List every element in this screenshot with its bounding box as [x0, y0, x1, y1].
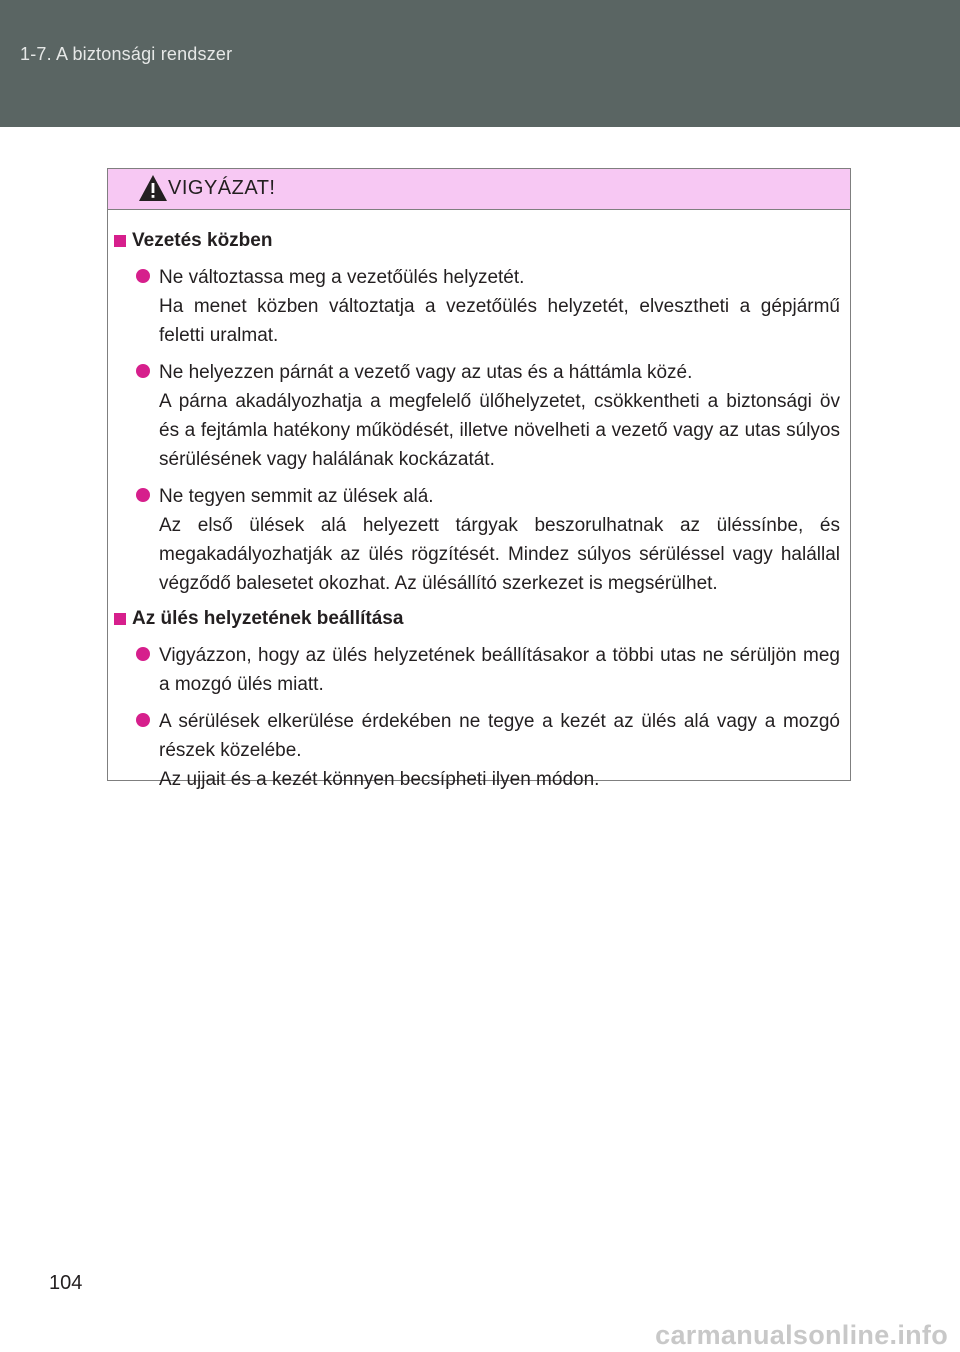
warning-header	[108, 169, 850, 210]
item-lead: Vigyázzon, hogy az ülés helyzetének beállításakor a többi utas ne sérüljön meg a mozgó ülés miatt.	[159, 645, 840, 695]
warning-body	[108, 210, 850, 794]
list-item	[136, 482, 840, 598]
item-lead: A sérülések elkerülése érdekében ne tegye a kezét az ülés alá vagy a mozgó részek közelébe.	[159, 711, 840, 761]
square-bullet-icon	[114, 235, 126, 247]
warning-title: VIGYÁZAT!	[168, 177, 276, 199]
item-detail: Az ujjait és a kezét könnyen becsípheti ilyen módon.	[159, 769, 600, 790]
list-item	[136, 263, 840, 350]
item-detail: A párna akadályozhatja a megfelelő ülőhelyzetet, csökkentheti a biztonsági öv és a fejtámla hatékony működését, illetve növelheti a vezető vagy az utas súlyos sérülésének vagy halálának kockázatát.	[159, 391, 840, 470]
page-header	[0, 0, 960, 127]
item-lead: Ne változtassa meg a vezetőülés helyzetét.	[159, 267, 525, 288]
circle-bullet-icon	[136, 269, 150, 283]
list-item	[136, 358, 840, 474]
circle-bullet-icon	[136, 713, 150, 727]
list-item	[136, 641, 840, 699]
watermark: carmanualsonline.info	[655, 1320, 948, 1350]
circle-bullet-icon	[136, 488, 150, 502]
item-lead: Ne tegyen semmit az ülések alá.	[159, 486, 434, 507]
section-title: 1-7. A biztonsági rendszer	[20, 44, 233, 64]
item-detail: Ha menet közben változtatja a vezetőülés helyzetét, elvesztheti a gépjármű feletti uralmat.	[159, 296, 840, 346]
square-bullet-icon	[114, 613, 126, 625]
circle-bullet-icon	[136, 364, 150, 378]
warning-triangle-icon	[138, 173, 168, 203]
section-seat-adjustment	[114, 606, 840, 794]
item-detail: Az első ülések alá helyezett tárgyak beszorulhatnak az üléssínbe, és megakadályozhatják az ülés rögzítését. Mindez súlyos sérüléssel vagy halállal végződő balesetet okozhat. Az ülésállító szerkezet is megsérülhet.	[159, 515, 840, 594]
section-heading: Az ülés helyzetének beállítása	[114, 606, 840, 631]
list-item	[136, 707, 840, 794]
page-number: 104	[49, 1272, 83, 1294]
section-heading: Vezetés közben	[114, 228, 840, 253]
section-driving	[114, 228, 840, 598]
item-lead: Ne helyezzen párnát a vezető vagy az utas és a háttámla közé.	[159, 362, 693, 383]
circle-bullet-icon	[136, 647, 150, 661]
warning-box	[107, 168, 851, 790]
